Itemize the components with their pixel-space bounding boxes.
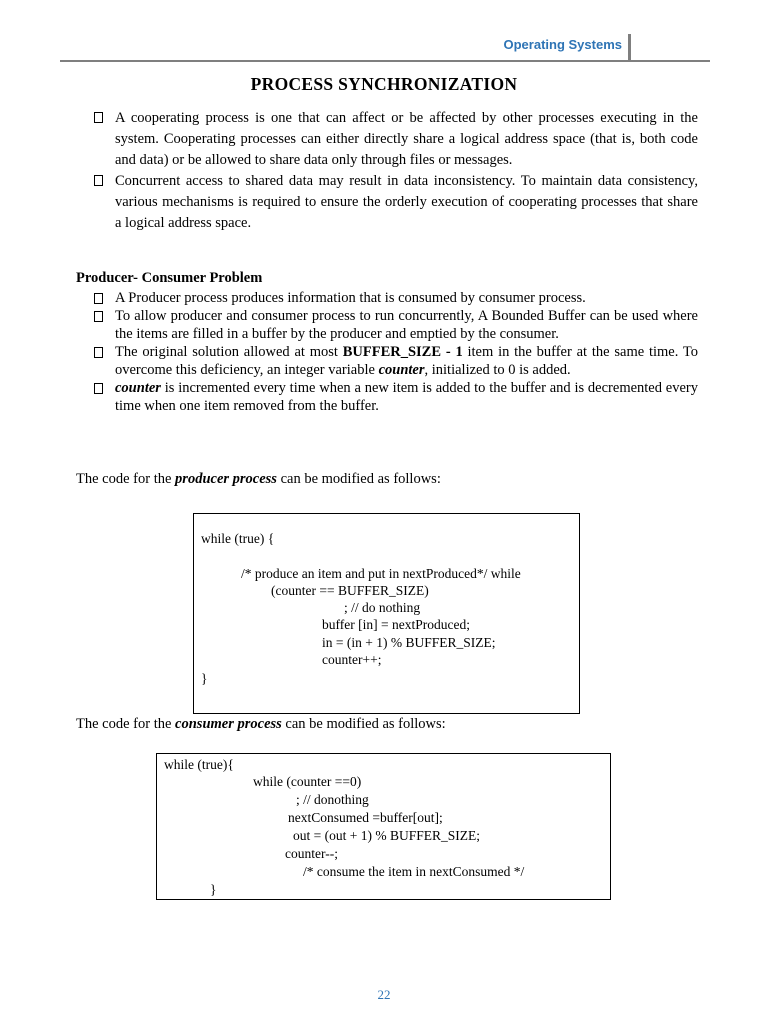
header-bar xyxy=(628,34,631,62)
list-item xyxy=(94,171,698,234)
code-line: in = (in + 1) % BUFFER_SIZE; xyxy=(322,635,496,650)
buffer-size-term: BUFFER_SIZE - 1 xyxy=(342,344,463,360)
producer-process-term: producer process xyxy=(175,471,277,487)
code-line: nextConsumed =buffer[out]; xyxy=(288,810,443,825)
bullet-text: Concurrent access to shared data may result in data inconsistency. To maintain data consistency, various mechanisms is required to ensure the orderly execution of cooperating processes that share a logical address space. xyxy=(115,173,698,231)
counter-term: counter xyxy=(378,362,425,378)
header-rule xyxy=(60,60,710,62)
list-item xyxy=(94,307,698,343)
bullet-box-icon xyxy=(94,112,103,123)
list-item xyxy=(94,343,698,379)
list-item xyxy=(94,108,698,171)
producer-code-box xyxy=(193,513,580,714)
bullet-box-icon xyxy=(94,175,103,186)
page-number: 22 xyxy=(377,987,391,1002)
intro-text: The code for the xyxy=(76,716,176,732)
code-line: while (true){ xyxy=(164,757,234,772)
bullet-text-part: , initialized to 0 is added. xyxy=(424,362,571,378)
code-line: ; // donothing xyxy=(296,792,369,807)
consumer-intro xyxy=(76,716,446,733)
intro-text: can be modified as follows: xyxy=(276,471,441,487)
bullet-text: A Producer process produces information that is consumed by consumer process. xyxy=(115,290,586,306)
bullet-text-part: is incremented every time when a new item is added to the buffer and is decremented every time when one item removed from the buffer. xyxy=(115,380,698,414)
intro-text: The code for the xyxy=(76,471,176,487)
code-line: while (true) { xyxy=(201,531,275,546)
header-title: Operating Systems xyxy=(503,37,622,52)
bullet-box-icon xyxy=(94,293,103,304)
intro-bullet-list xyxy=(94,108,698,234)
consumer-process-term: consumer process xyxy=(175,716,282,732)
page-title: PROCESS SYNCHRONIZATION xyxy=(250,74,518,94)
intro-text: can be modified as follows: xyxy=(281,716,446,732)
code-line: } xyxy=(210,882,217,897)
bullet-text: To allow producer and consumer process to run concurrently, A Bounded Buffer can be used where the items are filled in a buffer by the producer and emptied by the consumer. xyxy=(115,308,698,342)
code-line: /* produce an item and put in nextProduced*/ while xyxy=(241,566,521,581)
code-line: while (counter ==0) xyxy=(253,774,362,789)
bullet-box-icon xyxy=(94,347,103,358)
producer-intro xyxy=(76,471,441,488)
code-line: buffer [in] = nextProduced; xyxy=(322,617,470,632)
bullet-text-part: The original solution allowed at most xyxy=(115,344,343,360)
list-item xyxy=(94,379,698,415)
code-line: counter++; xyxy=(322,652,382,667)
code-line: } xyxy=(201,671,208,686)
code-line: /* consume the item in nextConsumed */ xyxy=(303,864,525,879)
bullet-text: A cooperating process is one that can affect or be affected by other processes executing in the system. Cooperating processes can either directly share a logical address space (that is, both code and data) or be allowed to share data only through files or messages. xyxy=(115,110,698,168)
code-line: out = (out + 1) % BUFFER_SIZE; xyxy=(293,828,480,843)
producer-consumer-bullet-list xyxy=(94,289,698,415)
section-heading: Producer- Consumer Problem xyxy=(76,270,263,286)
bullet-text-part: item in the buffer at the same time. To overcome this deficiency, an integer variable xyxy=(115,344,698,378)
bullet-box-icon xyxy=(94,311,103,322)
bullet-box-icon xyxy=(94,383,103,394)
counter-term: counter xyxy=(115,380,161,396)
code-line: ; // do nothing xyxy=(344,600,421,615)
list-item xyxy=(94,289,698,307)
consumer-code-box xyxy=(156,753,611,900)
code-line: (counter == BUFFER_SIZE) xyxy=(271,583,429,598)
code-line: counter--; xyxy=(285,846,338,861)
